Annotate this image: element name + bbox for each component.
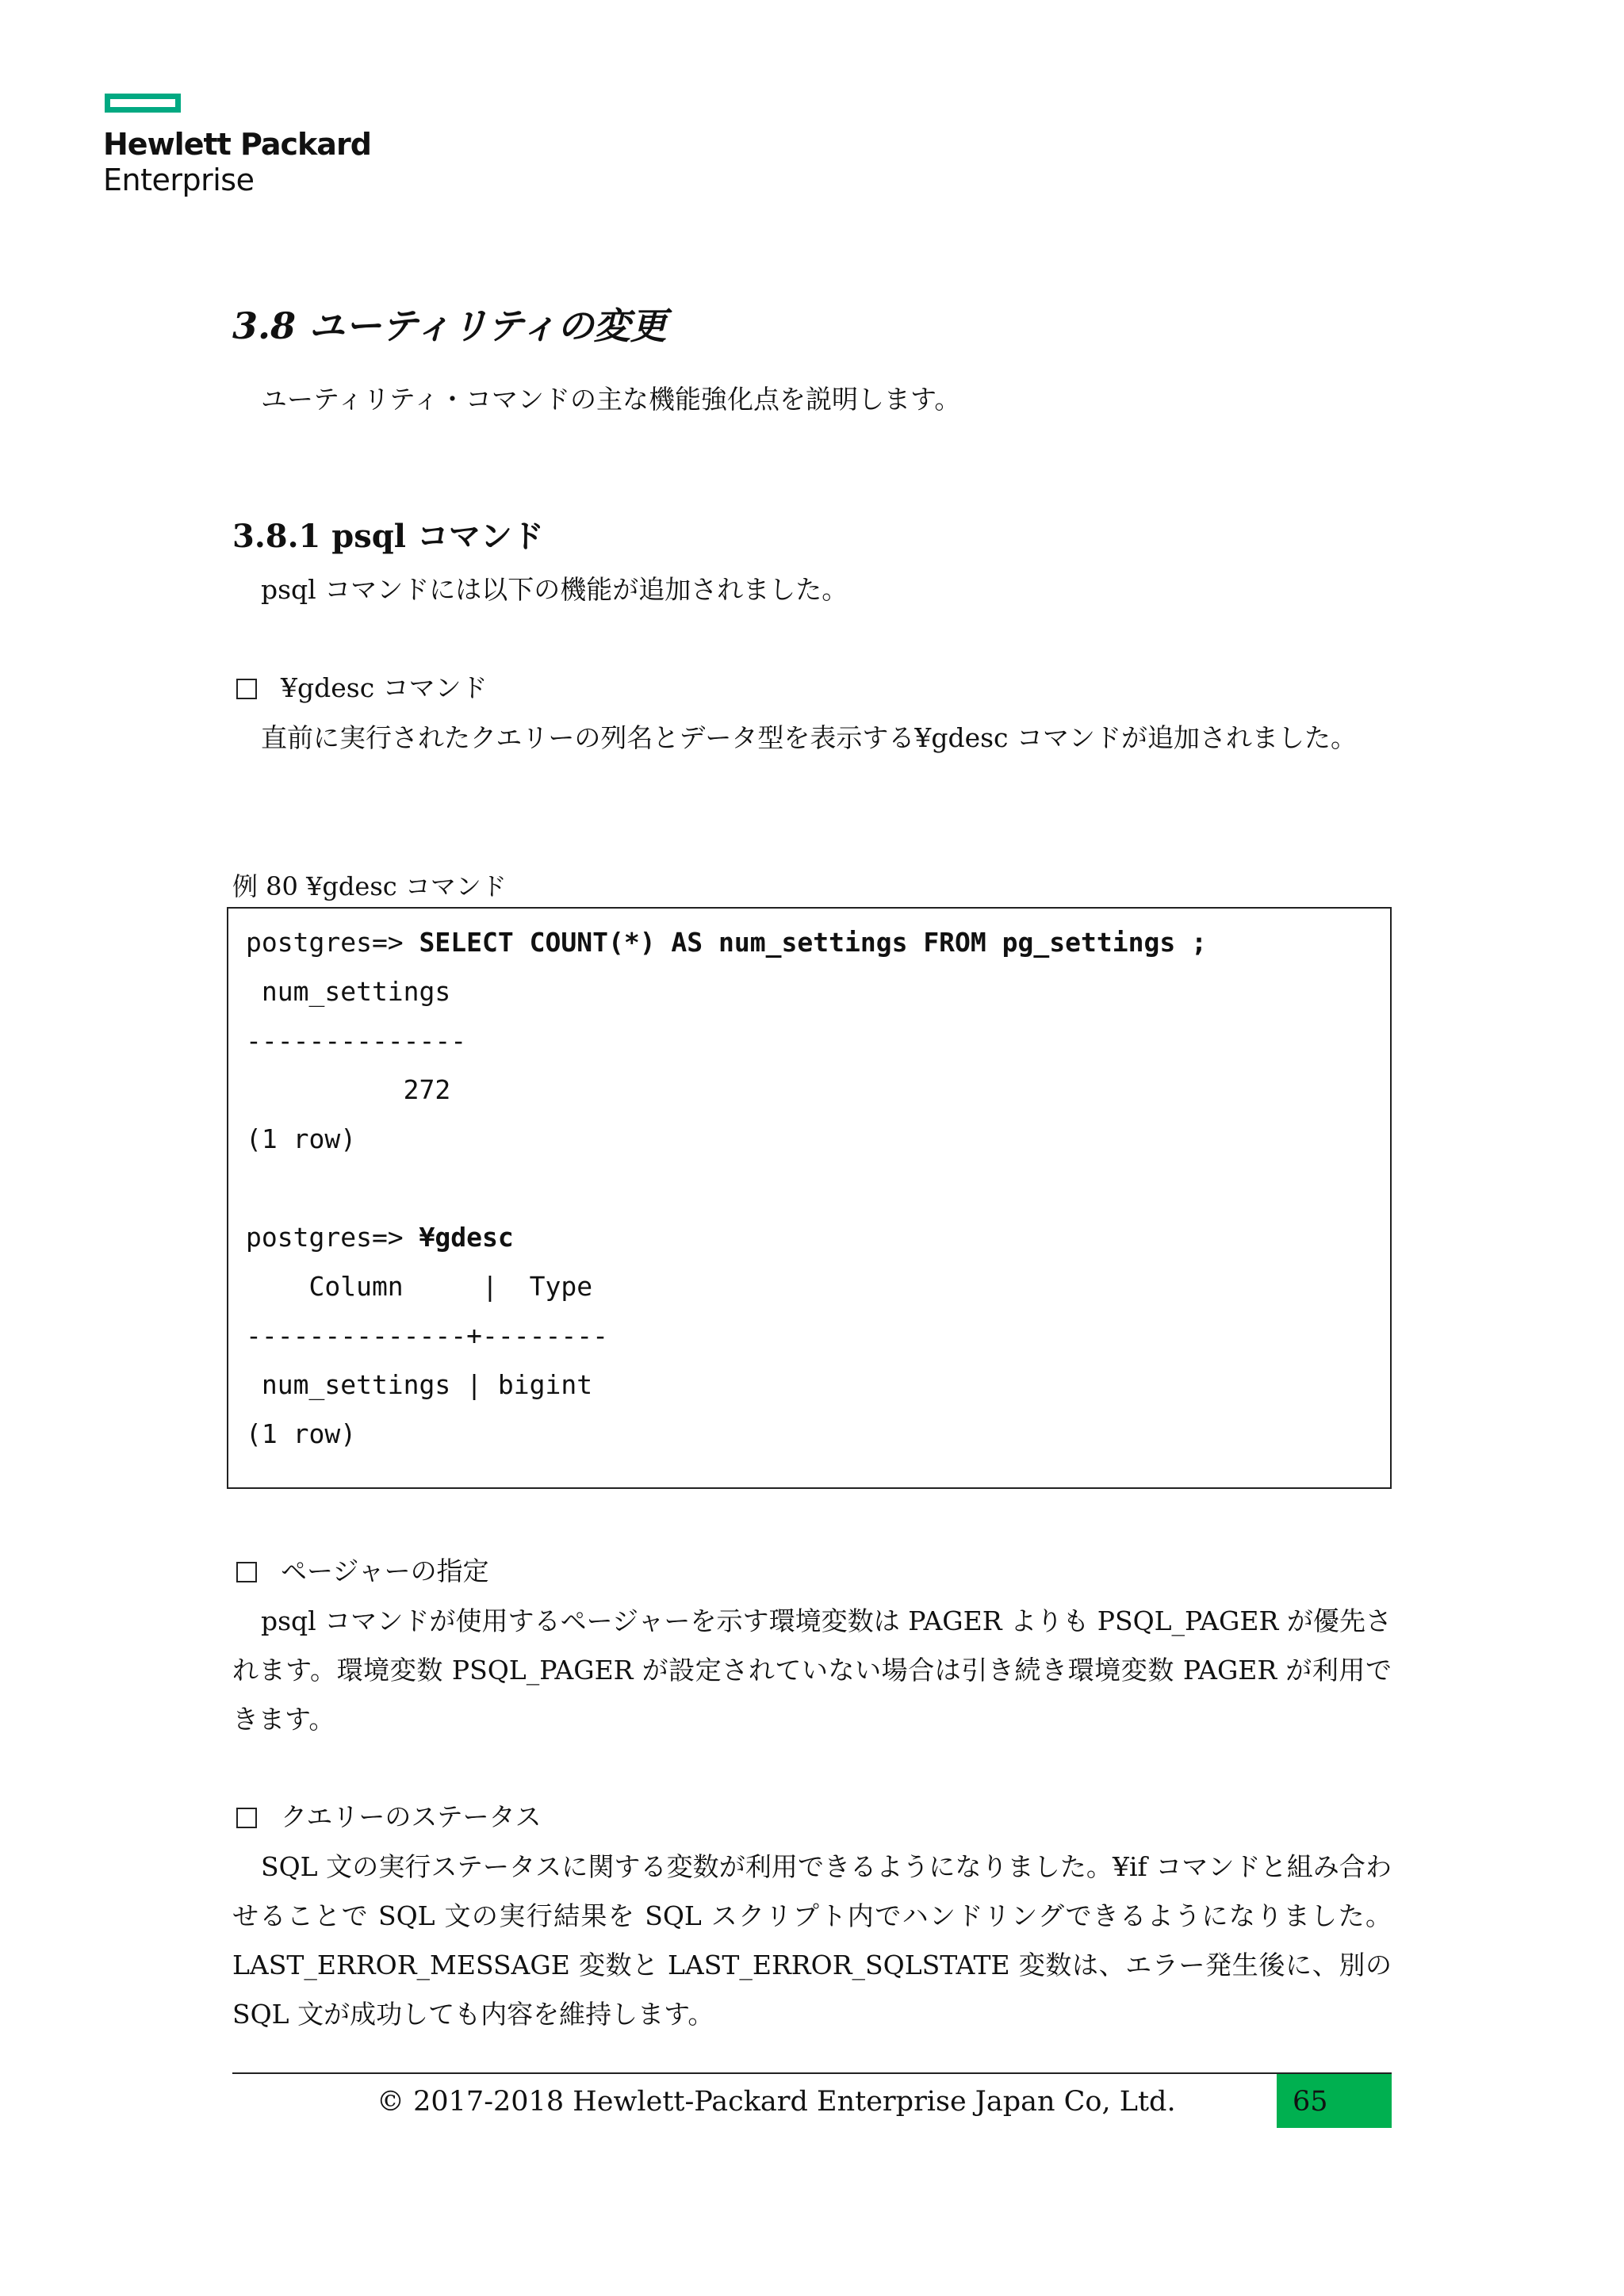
code-line: num_settings | bigint (246, 1369, 593, 1400)
logo-text-line2: Enterprise (103, 163, 255, 197)
code-line: postgres=> SELECT COUNT(*) AS num_settings FROM pg_settings ; (246, 927, 1207, 958)
code-line: postgres=> ¥gdesc (246, 1222, 514, 1253)
paragraph-gdesc: 直前に実行されたクエリーの列名とデータ型を表示する¥gdesc コマンドが追加されました。 (261, 722, 1358, 753)
bullet-heading: ¥gdesc コマンド (281, 672, 488, 703)
footer-copyright: © 2017-2018 Hewlett-Packard Enterprise Japan Co, Ltd. (377, 2086, 1176, 2118)
bullet-heading: ページャーの指定 (281, 1556, 489, 1586)
logo-text-line1: Hewlett Packard (103, 127, 371, 162)
section-title: 3.8 ユーティリティの変更 (232, 304, 667, 347)
subsection-title: 3.8.1 psql コマンド (232, 518, 544, 555)
code-line: 272 (246, 1074, 451, 1105)
code-line: (1 row) (246, 1123, 357, 1154)
page-number: 65 (1293, 2086, 1328, 2118)
checkbox-square-icon (236, 1562, 257, 1582)
code-example (246, 918, 1207, 1459)
bullet-gdesc (236, 672, 488, 704)
code-line (246, 1164, 1207, 1213)
bullet-query-status (236, 1801, 542, 1833)
paragraph-query-status: SQL 文の実行ステータスに関する変数が利用できるようになりました。¥if コマンドと組み合わせることで SQL 文の実行結果を SQL スクリプト内でハンドリングできるようになりました。LAST_ERROR_MESSAGE 変数と LAST_ERROR_SQLSTATE 変数は、エラー発生後に、別の SQL 文が成功しても内容を維持します。 (232, 1851, 1392, 2030)
code-line: (1 row) (246, 1418, 357, 1449)
subsection-intro: psql コマンドには以下の機能が追加されました。 (261, 574, 848, 605)
checkbox-square-icon (236, 679, 257, 699)
bullet-heading: クエリーのステータス (281, 1801, 542, 1832)
code-line: num_settings (246, 976, 451, 1007)
bullet-pager (236, 1556, 489, 1587)
footer-divider (232, 2072, 1392, 2074)
logo-mark (105, 94, 181, 113)
code-line: --------------+-------- (246, 1320, 608, 1351)
code-line: -------------- (246, 1025, 467, 1056)
paragraph-pager: psql コマンドが使用するページャーを示す環境変数は PAGER よりも PSQL_PAGER が優先されます。環境変数 PSQL_PAGER が設定されていない場合は引き続き環境変数 PAGER が利用できます。 (232, 1605, 1392, 1735)
checkbox-square-icon (236, 1808, 257, 1828)
example-caption: 例 80 ¥gdesc コマンド (232, 871, 507, 901)
section-intro: ユーティリティ・コマンドの主な機能強化点を説明します。 (261, 384, 961, 415)
code-line: Column | Type (246, 1271, 593, 1302)
